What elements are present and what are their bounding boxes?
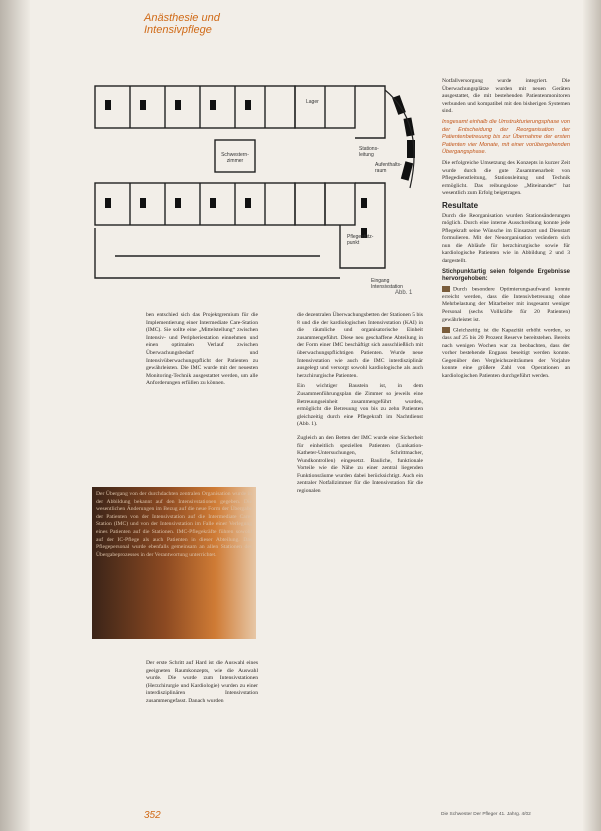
paragraph: die dezentralen Überwachungsbetten der Stationen 5 bis 8 und die der kardiologischen Intensivstation (KAI) in die räumliche und organisatorische Einheit zusammengeführt. Diese neu geschaffene Abteilung in der Form einer IMC beschäftigt sich ausschließlich mit überwachungspflichtigen Patienten. Wurde neue Intensivstation wie auch die IMC interdisziplinär ausgelegt und versorgt sowohl kardiologische als auch herzchirurgische Patienten. xyxy=(297,312,423,379)
footer-citation: Die Schwester Der Pfleger 41. Jahrg. 4/02 xyxy=(441,812,531,817)
paragraph: ben entschied sich das Projektgremium für die Implementierung einer Intermediate Care-Station (IMC). Sie sollte eine „Mittelstellung“ zwischen Intensiv- und Peripheriestation einnehmen und einen optimalen Verlauf zwischen Überwachungsbedarf und Intensivüberwachungspflicht der Patienten zu gewährleisten. Die IMC wurde mit der neuesten Monitoring-Technik ausgestattet werden, um alle Anforderungen erfüllen zu können. xyxy=(146,312,258,387)
binding-shadow-right xyxy=(583,0,601,831)
bullet-square-icon xyxy=(442,286,450,292)
label-eingang: Eingang Intensivstation xyxy=(371,278,403,288)
floor-plan-figure xyxy=(85,78,430,288)
binding-shadow-left xyxy=(0,0,30,831)
figure-caption: Abb. 1 xyxy=(395,290,413,296)
column-3 xyxy=(442,78,570,791)
paragraph: Durch die Reorganisation wurden Stationsänderungen möglich. Durch eine interne Ausschreibung konnte jede Pflegekraft seine Wünsche im Einsatzort und Dienstart formulieren. Mit der Neuorganisation verändern sich nun die Abläufe für herzchirurgische sowie für kardiologische Patienten wie in Abbildung 2 und 3 dargestellt. xyxy=(442,212,570,265)
list-item-text: Gleichzeitig ist die Kapazität erhöht worden, so dass auf 25 bis 20 Prozent Reserve bereitstehen. Bereits nach wenigen Wochen war zu beobachten, dass der vorher bestehende Engpass beseitigt werden konnte. Gegenüber den Vergleichszeiträumen der Vorjahre konnte eine größere Zahl von Operationen an kardiologischen Patienten durchgeführt werden. xyxy=(442,327,570,379)
column-1-top xyxy=(146,312,258,391)
paragraph: Die erfolgreiche Umsetzung des Konzepts in kurzer Zeit wurde durch die gute Zusammenarbeit von Pflegedienstleitung, Stationsleitung und Technik ermöglicht. Das reibungslose „Miteinander“ hat wesentlich zum Erfolg beigetragen. xyxy=(442,159,570,197)
list-item-text: Durch besondere Optimierungsaufwand konnte erreicht werden, dass die Intensivbetreuung ohne Mehrbelastung der Mitarbeiter mit insgesamt weniger Personal (sechs Vollkräfte für 20 Patienten) gewährleistet ist. xyxy=(442,286,570,323)
page-number: 352 xyxy=(144,810,161,821)
list-item xyxy=(442,327,570,380)
paragraph: Ein wichtiger Baustein ist, in dem Zusammenführungsplan die Zimmer so jeweils eine Betreuungseinheit zusammengeführt wurden, ermöglicht die Betreuung von bis zu zehn Patienten gleichzeitig durch eine Pflegekraft im Nachtdienst (Abb. 1). xyxy=(297,383,423,428)
list-heading: Stichpunktartig seien folgende Ergebnisse hervorgehoben: xyxy=(442,268,570,283)
paragraph: Notfallversorgung wurde integriert. Die Überwachungsplätze wurden mit neuen Geräten ausgestattet, die mit bestehenden Patientenmonitoren verbunden und kompatibel mit den bisherigen Systemen sind. xyxy=(442,78,570,115)
column-1-bottom xyxy=(146,660,258,709)
paragraph: Der erste Schritt auf Hard ist die Auswahl eines geeigneten Raumkonzepts, wie die Auswahl wurde. Die wurde zum Intensivstationen (Herzchirurgie und Kardiologie) wurden zu einer interdisziplinären Intensivstation zusammengefasst. Danach wurden xyxy=(146,660,258,704)
results-heading: Resultate xyxy=(442,200,479,210)
label-schwesternzimmer: Schwestern-zimmer xyxy=(221,152,249,164)
pull-quote: Insgesamt einhalb die Umstrukturierungsphase von der Entscheidung der Reorganisation der Patientenbetreuung bis zur Übernahme der ersten Patienten vier Monate, mit einer vorübergehenden Übergangsphase. xyxy=(442,118,570,156)
label-stationsleitung: Stations-leitung xyxy=(359,146,379,158)
label-pflegestuetzpunkt: Pflegestütz-punkt xyxy=(347,234,374,246)
highlight-text: Der Übergang von der durchdachten zentralen Organisation wurde in der Abbildung bekannt auf den Intensivstationen gegeben. Die wesentlichen Änderungen im Bezug auf die neue Form der Übergabe der Patienten von der Intensivstation auf die Intermediate Care-Station (IMC) und von der Intensivstation im Falle einer Verlegung eines Patienten auf die Stationen. IMC-Pflegekräfte führen sowohl auf der IC-Pflege als auch Patienten in dieser Abteilung. Das Pflegepersonal wurde ebenfalls gemeinsam an allen Stationen des Übergabeprozesses in der Verantwortung unterrichtet. xyxy=(96,491,252,558)
list-item xyxy=(442,286,570,324)
label-aufenthalt: Aufenthalts-raum xyxy=(375,162,402,174)
paragraph: Zugleich an den Betten der IMC wurde eine Sicherheit für einheitlich speziellen Patienten (Lunkation-Katheter-Untersuchungen, Schrittmacher, Wundkontrollen) eingesetzt. Bauliche, funktionale Vorteile wie die Nähe zu einer zentral liegenden Funktionsräume wurden dabei berücksichtigt. Auch ein zentraler Notfallzimmer für die Intensivstation für die regionalen xyxy=(297,434,423,495)
bullet-square-icon xyxy=(442,327,450,333)
section-header: Anästhesie und Intensivpflege xyxy=(144,12,220,36)
column-2 xyxy=(297,312,423,499)
label-lager: Lager xyxy=(306,99,319,105)
highlight-box xyxy=(92,487,256,639)
